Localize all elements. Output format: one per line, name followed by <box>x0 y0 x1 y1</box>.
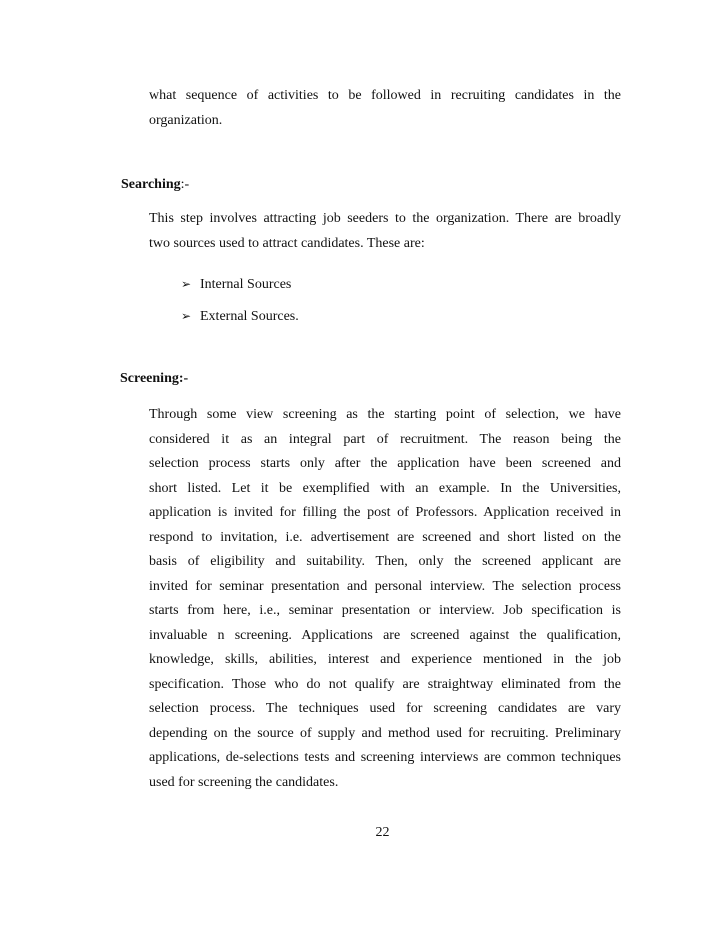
screening-line: depending on the source of supply and method used for recruiting. Preliminary <box>149 725 621 741</box>
screening-line: application is invited for filling the post of Professors. Application received in <box>149 505 621 520</box>
screening-line: invaluable n screening. Applications are screened against the qualification, <box>149 627 621 643</box>
screening-line: Through some view screening as the starting point of selection, we have <box>149 407 621 422</box>
intro-paragraph <box>149 84 621 133</box>
screening-line: specification. Those who do not qualify are straightway eliminated from the <box>149 676 621 692</box>
screening-line: knowledge, skills, abilities, interest and experience mentioned in the job <box>149 652 621 667</box>
bullet-item-label: External Sources. <box>200 309 299 324</box>
searching-line: two sources used to attract candidates. These are: <box>149 235 425 251</box>
searching-heading-title: Searching <box>121 177 181 192</box>
screening-heading <box>120 371 188 387</box>
screening-line: considered it as an integral part of recruitment. The reason being the <box>149 431 621 447</box>
screening-line: respond to invitation, i.e. advertisement are screened and short listed on the <box>149 529 621 545</box>
screening-paragraph <box>149 403 621 795</box>
screening-line: starts from here, i.e., seminar presentation or interview. Job specification is <box>149 603 621 618</box>
sources-bullet-list <box>181 274 299 338</box>
screening-line: used for screening the candidates. <box>149 774 339 790</box>
searching-heading <box>121 177 189 193</box>
searching-paragraph <box>149 207 621 256</box>
arrow-bullet-icon: ➢ <box>181 309 192 323</box>
bullet-item <box>181 306 299 338</box>
screening-line: short listed. Let it be exemplified with an example. In the Universities, <box>149 480 621 496</box>
arrow-bullet-icon: ➢ <box>181 277 192 291</box>
screening-line: applications, de-selections tests and screening interviews are common techniques <box>149 750 621 765</box>
screening-line: basis of eligibility and suitability. Then, only the screened applicant are <box>149 554 621 569</box>
intro-line: what sequence of activities to be followed in recruiting candidates in the <box>149 88 621 103</box>
searching-line: This step involves attracting job seeders to the organization. There are broadly <box>149 211 621 226</box>
page-number: 22 <box>375 825 390 840</box>
screening-line: invited for seminar presentation and personal interview. The selection process <box>149 578 621 594</box>
intro-line: organization. <box>149 112 223 128</box>
screening-line: selection process. The techniques used for screening candidates are vary <box>149 701 621 716</box>
screening-line: selection process starts only after the application have been screened and <box>149 456 621 471</box>
bullet-item <box>181 274 299 306</box>
searching-heading-suffix: :- <box>180 177 190 192</box>
screening-heading-title: Screening:- <box>120 371 189 386</box>
bullet-item-label: Internal Sources <box>200 277 292 292</box>
